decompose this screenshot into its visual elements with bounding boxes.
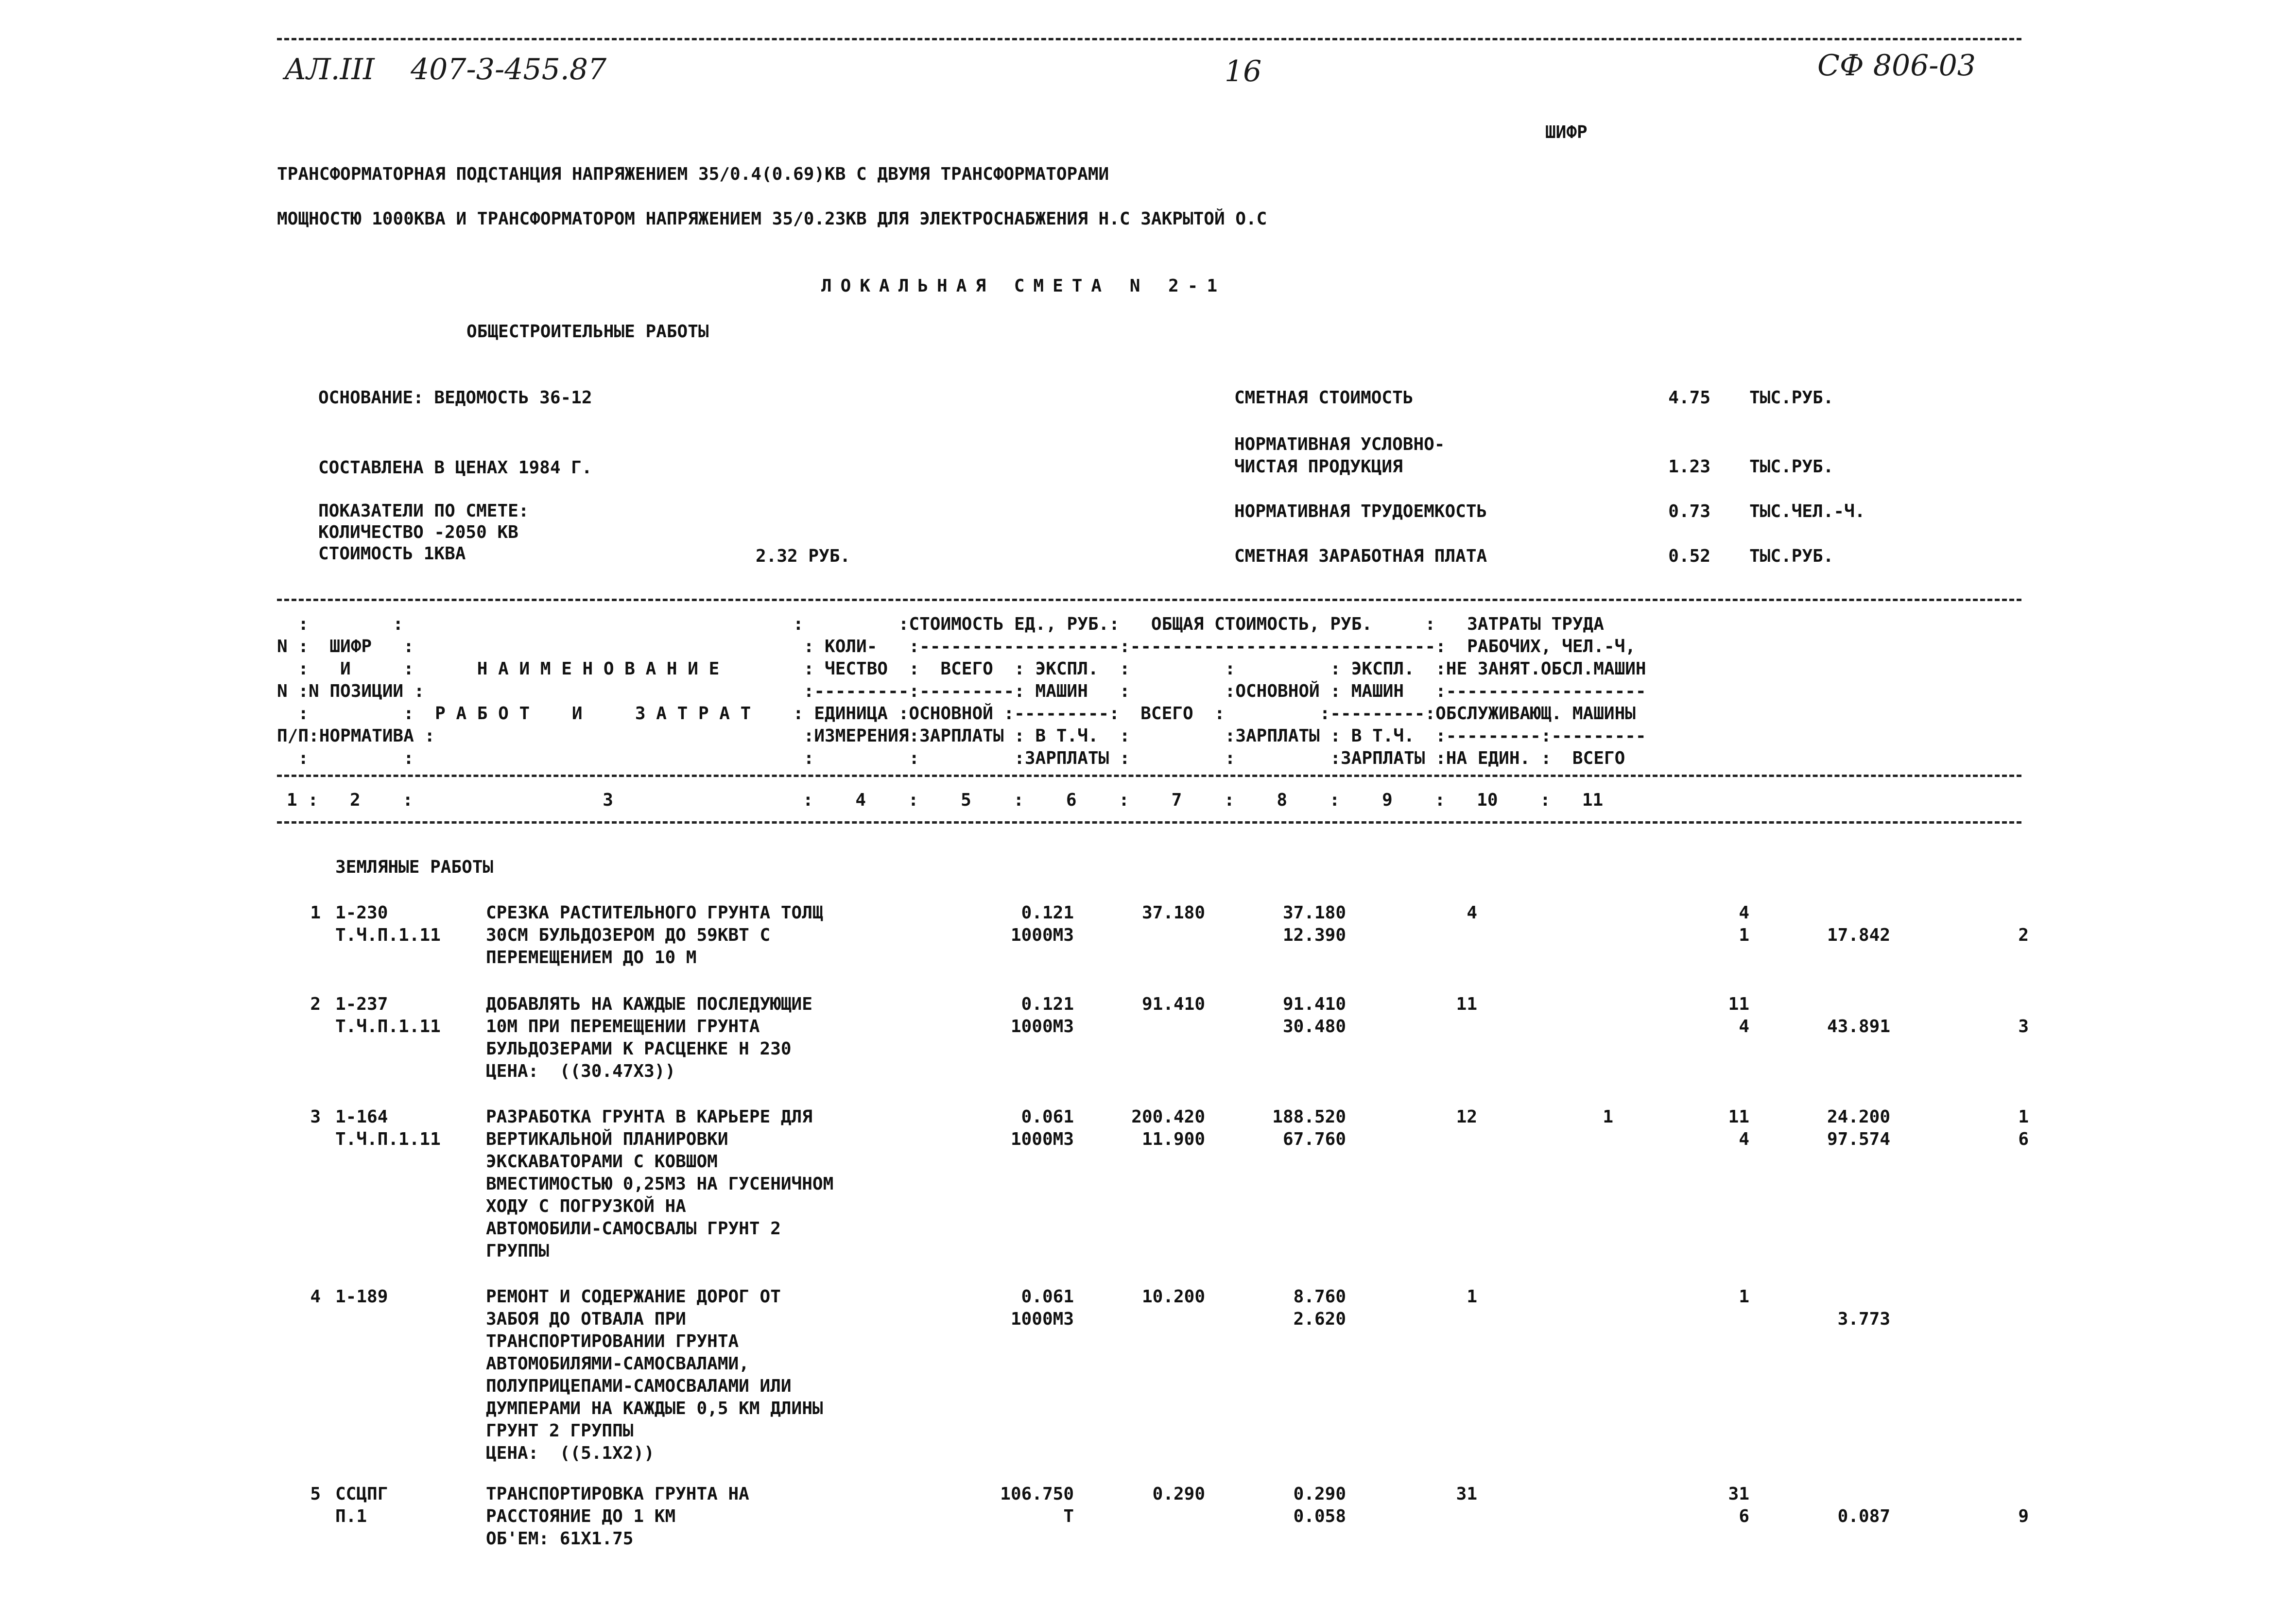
row-3-labor-total: 1 6 bbox=[2018, 1107, 2029, 1149]
row-1-labor-per-unit: 17.842 bbox=[1827, 925, 1890, 945]
row-5-total: 31 bbox=[1456, 1484, 1477, 1504]
row-3-machine-total: 11 4 bbox=[1728, 1107, 1749, 1149]
table-top-rule bbox=[277, 599, 2021, 601]
row-1-code: 1-230 Т.Ч.П.1.11 bbox=[335, 903, 441, 945]
title-line-2: МОЩНОСТЮ 1000КВА И ТРАНСФОРМАТОРОМ НАПРЯЖЕНИЕМ 35/0.23КВ ДЛЯ ЭЛЕКТРОСНАБЖЕНИЯ Н.С ЗАКРЫТОЙ О.С bbox=[277, 209, 1267, 229]
row-4-quantity: 0.061 1000М3 bbox=[1010, 1287, 1074, 1329]
estimate-subtitle: ОБЩЕСТРОИТЕЛЬНЫЕ РАБОТЫ bbox=[466, 322, 709, 342]
net-product-unit: ТЫС.РУБ. bbox=[1749, 457, 1834, 477]
row-2-labor-total: 3 bbox=[2018, 1017, 2029, 1037]
prices-text: СОСТАВЛЕНА В ЦЕНАХ 1984 Г. bbox=[318, 458, 592, 478]
handwritten-sheet-code: СФ 806-03 bbox=[1817, 49, 1976, 83]
row-2-name: ДОБАВЛЯТЬ НА КАЖДЫЕ ПОСЛЕДУЮЩИЕ 10М ПРИ ПЕРЕМЕЩЕНИИ ГРУНТА БУЛЬДОЗЕРАМИ К РАСЦЕНКЕ Н 230 ЦЕНА: ((30.47Х3)) bbox=[486, 994, 812, 1081]
row-1-total: 4 bbox=[1467, 903, 1477, 923]
row-2-quantity: 0.121 1000М3 bbox=[1010, 994, 1074, 1037]
row-3-wages: 1 bbox=[1603, 1107, 1613, 1127]
row-1-machine-cost: 37.180 12.390 bbox=[1282, 903, 1346, 945]
table-header-rule bbox=[277, 775, 2021, 777]
row-5-labor-total: 9 bbox=[2018, 1506, 2029, 1526]
row-4-number: 4 bbox=[310, 1287, 321, 1307]
row-5-name: ТРАНСПОРТИРОВКА ГРУНТА НА РАССТОЯНИЕ ДО 1 КМ ОБ'ЕМ: 61Х1.75 bbox=[486, 1484, 749, 1549]
title-line-1: ТРАНСФОРМАТОРНАЯ ПОДСТАНЦИЯ НАПРЯЖЕНИЕМ 35/0.4(0.69)КВ С ДВУМЯ ТРАНСФОРМАТОРАМИ bbox=[277, 164, 1109, 184]
wage-label: СМЕТНАЯ ЗАРАБОТНАЯ ПЛАТА bbox=[1234, 546, 1487, 566]
row-1-quantity: 0.121 1000М3 bbox=[1010, 903, 1074, 945]
unit-cost-value: 2.32 РУБ. bbox=[756, 546, 851, 566]
row-5-labor-per-unit: 0.087 bbox=[1837, 1506, 1890, 1526]
row-3-machine-cost: 188.520 67.760 bbox=[1272, 1107, 1346, 1149]
row-5-machine-total: 31 6 bbox=[1728, 1484, 1749, 1526]
row-3-code: 1-164 Т.Ч.П.1.11 bbox=[335, 1107, 441, 1149]
estimated-cost-unit: ТЫС.РУБ. bbox=[1749, 388, 1834, 408]
row-4-code: 1-189 bbox=[335, 1287, 388, 1307]
row-1-name: СРЕЗКА РАСТИТЕЛЬНОГО ГРУНТА ТОЛЩ 30СМ БУЛЬДОЗЕРОМ ДО 59КВТ С ПЕРЕМЕЩЕНИЕМ ДО 10 М bbox=[486, 903, 823, 968]
row-2-unit-cost: 91.410 bbox=[1141, 994, 1205, 1014]
wage-unit: ТЫС.РУБ. bbox=[1749, 546, 1834, 566]
handwritten-page-number: 16 bbox=[1225, 54, 1262, 88]
net-product-value: 1.23 bbox=[1668, 457, 1710, 477]
table-header-line-4: N :N ПОЗИЦИИ : :---------:---------: МАШИН : :ОСНОВНОЙ : МАШИН :------------------- bbox=[277, 681, 1646, 701]
column-numbers: 1 : 2 : 3 : 4 : 5 : 6 : 7 : 8 : 9 : 10 : 11 bbox=[287, 790, 1604, 810]
row-4-machine-total: 1 bbox=[1739, 1287, 1749, 1307]
wage-value: 0.52 bbox=[1668, 546, 1710, 566]
row-5-code: ССЦПГ П.1 bbox=[335, 1484, 388, 1526]
row-3-name: РАЗРАБОТКА ГРУНТА В КАРЬЕРЕ ДЛЯ ВЕРТИКАЛЬНОЙ ПЛАНИРОВКИ ЭКСКАВАТОРАМИ С КОВШОМ ВМЕСТИМОСТЬЮ 0,25М3 НА ГУСЕНИЧНОМ ХОДУ С ПОГРУЗКОЙ НА АВТОМОБИЛИ-САМОСВАЛЫ ГРУНТ 2 ГРУППЫ bbox=[486, 1107, 834, 1261]
table-header-line-7: : : : : :ЗАРПЛАТЫ : : :ЗАРПЛАТЫ :НА ЕДИН. : ВСЕГО bbox=[277, 748, 1625, 768]
indicators-text: ПОКАЗАТЕЛИ ПО СМЕТЕ: КОЛИЧЕСТВО -2050 КВ СТОИМОСТЬ 1КВА bbox=[318, 501, 529, 564]
net-product-label: НОРМАТИВНАЯ УСЛОВНО- ЧИСТАЯ ПРОДУКЦИЯ bbox=[1234, 434, 1445, 477]
table-header-line-6: П/П:НОРМАТИВА : :ИЗМЕРЕНИЯ:ЗАРПЛАТЫ : В Т.Ч. : :ЗАРПЛАТЫ : В Т.Ч. :---------:--------- bbox=[277, 726, 1646, 746]
table-header-line-5: : : Р А Б О Т И З А Т Р А Т : ЕДИНИЦА :ОСНОВНОЙ :---------: ВСЕГО : :---------:ОБСЛУЖИВАЮЩ. МАШИНЫ bbox=[277, 704, 1636, 724]
row-4-total: 1 bbox=[1467, 1287, 1477, 1307]
table-header-line-2: N : ШИФР : : КОЛИ- :-------------------:-----------------------------: РАБОЧИХ, ЧЕЛ.-Ч, bbox=[277, 637, 1636, 657]
row-4-unit-cost: 10.200 bbox=[1141, 1287, 1205, 1307]
row-3-quantity: 0.061 1000М3 bbox=[1010, 1107, 1074, 1149]
row-1-unit-cost: 37.180 bbox=[1141, 903, 1205, 923]
row-2-total: 11 bbox=[1456, 994, 1477, 1014]
basis-text: ОСНОВАНИЕ: ВЕДОМОСТЬ 36-12 bbox=[318, 388, 592, 408]
row-1-number: 1 bbox=[310, 903, 321, 923]
row-1-labor-total: 2 bbox=[2018, 925, 2029, 945]
row-3-number: 3 bbox=[310, 1107, 321, 1127]
estimated-cost-value: 4.75 bbox=[1668, 388, 1710, 408]
table-header-line-1: : : : :СТОИМОСТЬ ЕД., РУБ.: ОБЩАЯ СТОИМОСТЬ, РУБ. : ЗАТРАТЫ ТРУДА bbox=[277, 614, 1604, 634]
row-1-machine-total: 4 1 bbox=[1739, 903, 1749, 945]
labor-intensity-label: НОРМАТИВНАЯ ТРУДОЕМКОСТЬ bbox=[1234, 501, 1487, 521]
row-3-unit-cost: 200.420 11.900 bbox=[1131, 1107, 1205, 1149]
row-3-total: 12 bbox=[1456, 1107, 1477, 1127]
row-2-number: 2 bbox=[310, 994, 321, 1014]
labor-intensity-value: 0.73 bbox=[1668, 501, 1710, 521]
row-4-labor-per-unit: 3.773 bbox=[1837, 1309, 1890, 1329]
top-rule bbox=[277, 38, 2021, 40]
shifr-label: ШИФР bbox=[1545, 122, 1588, 142]
row-5-number: 5 bbox=[310, 1484, 321, 1504]
row-2-machine-cost: 91.410 30.480 bbox=[1282, 994, 1346, 1037]
row-4-machine-cost: 8.760 2.620 bbox=[1293, 1287, 1346, 1329]
row-5-quantity: 106.750 Т bbox=[1000, 1484, 1074, 1526]
table-header-line-3: : И : Н А И М Е Н О В А Н И Е : ЧЕСТВО : ВСЕГО : ЭКСПЛ. : : : ЭКСПЛ. :НЕ ЗАНЯТ.ОБСЛ.МАШИН bbox=[277, 659, 1646, 679]
labor-intensity-unit: ТЫС.ЧЕЛ.-Ч. bbox=[1749, 501, 1865, 521]
column-numbers-rule bbox=[277, 821, 2021, 824]
estimated-cost-label: СМЕТНАЯ СТОИМОСТЬ bbox=[1234, 388, 1414, 408]
row-2-labor-per-unit: 43.891 bbox=[1827, 1017, 1890, 1037]
handwritten-album-label: АЛ.III bbox=[284, 52, 375, 86]
row-5-machine-cost: 0.290 0.058 bbox=[1293, 1484, 1346, 1526]
handwritten-project-code: 407-3-455.87 bbox=[411, 52, 607, 86]
estimate-title: ЛОКАЛЬНАЯ СМЕТА N 2-1 bbox=[821, 276, 1226, 296]
row-5-unit-cost: 0.290 bbox=[1152, 1484, 1205, 1504]
row-4-name: РЕМОНТ И СОДЕРЖАНИЕ ДОРОГ ОТ ЗАБОЯ ДО ОТВАЛА ПРИ ТРАНСПОРТИРОВАНИИ ГРУНТА АВТОМОБИЛЯМИ-САМОСВАЛАМИ, ПОЛУПРИЦЕПАМИ-САМОСВАЛАМИ ИЛИ ДУМПЕРАМИ НА КАЖДЫЕ 0,5 КМ ДЛИНЫ ГРУНТ 2 ГРУППЫ ЦЕНА: ((5.1Х2)) bbox=[486, 1287, 823, 1463]
row-2-machine-total: 11 4 bbox=[1728, 994, 1749, 1037]
row-3-labor-per-unit: 24.200 97.574 bbox=[1827, 1107, 1890, 1149]
section-title: ЗЕМЛЯНЫЕ РАБОТЫ bbox=[335, 857, 494, 877]
row-2-code: 1-237 Т.Ч.П.1.11 bbox=[335, 994, 441, 1037]
